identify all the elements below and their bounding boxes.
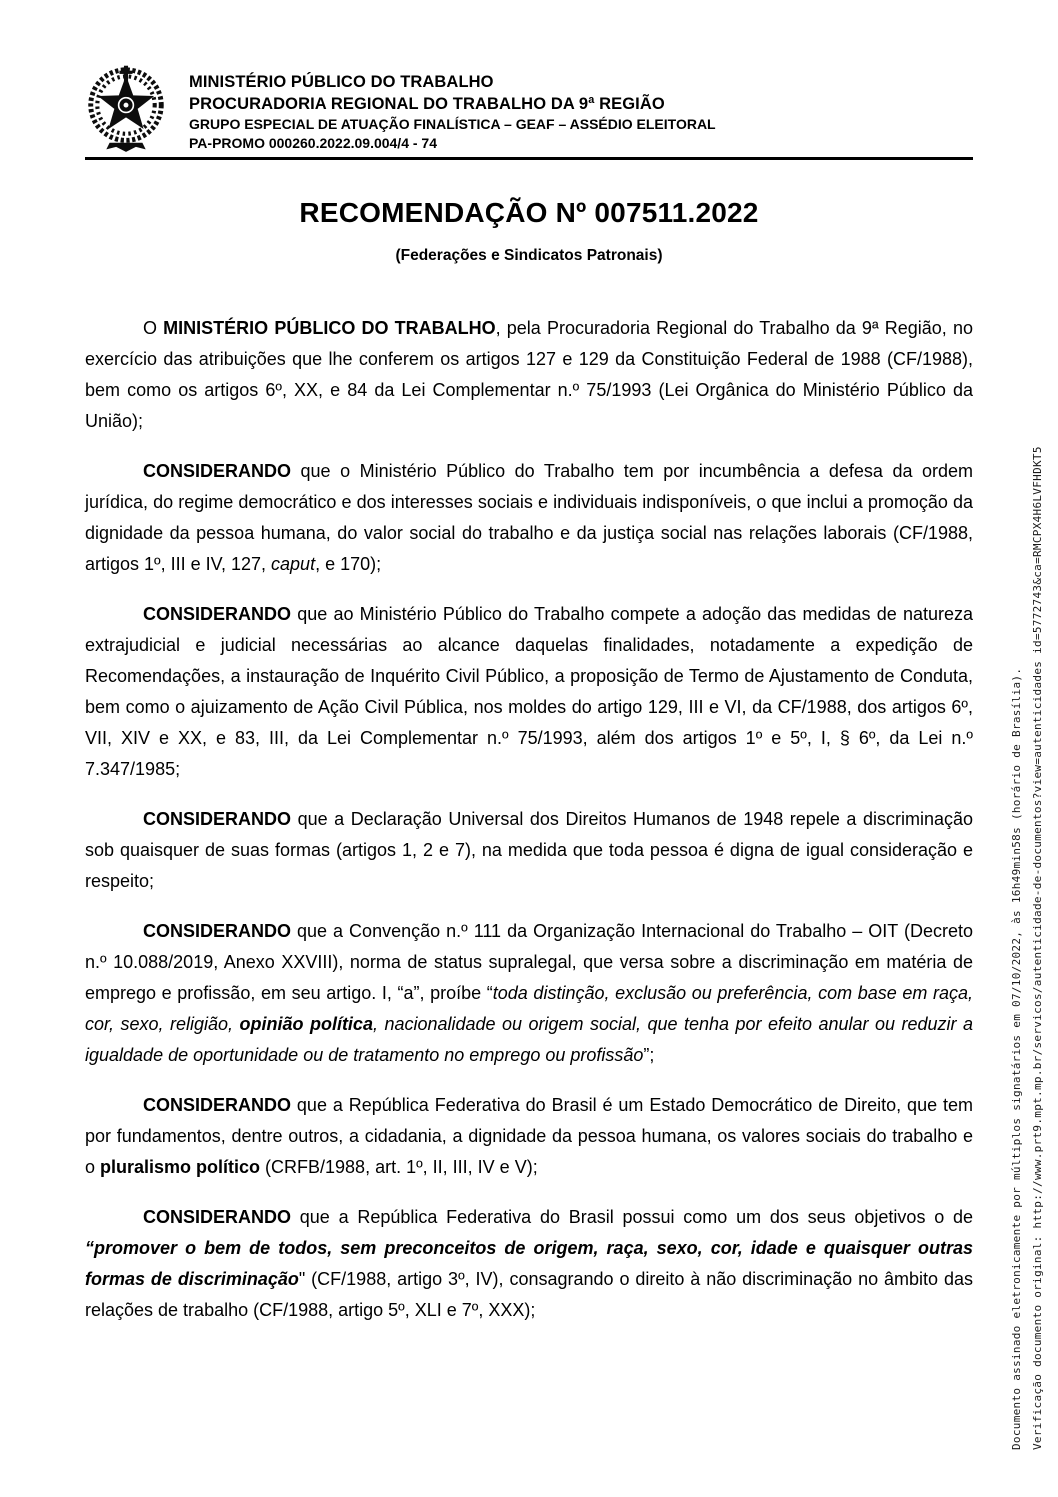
header-divider [85,157,973,160]
paragraph [85,1202,973,1326]
header-org-name: MINISTÉRIO PÚBLICO DO TRABALHO [189,73,494,91]
text-run: “promover o bem de todos, sem preconceitos de origem, raça, sexo, cor, idade e quaisquer outras formas de discriminação [85,1238,973,1289]
paragraph [85,916,973,1071]
text-run: que a Declaração Universal dos Direitos Humanos de 1948 repele a discriminação sob quaisquer de suas formas (artigos 1, 2 e 7), na medida que toda pessoa é digna de igual consideração e respeito; [85,809,973,891]
text-run: (CRFB/1988, art. 1º, II, III, IV e V); [260,1157,538,1177]
paragraph [85,599,973,785]
header-org-group: GRUPO ESPECIAL DE ATUAÇÃO FINALÍSTICA – GEAF – ASSÉDIO ELEITORAL [189,116,716,132]
text-run: que a República Federativa do Brasil possui como um dos seus objetivos o de [291,1207,973,1227]
text-run: ”; [643,1045,655,1065]
text-run: " (CF/1988, artigo 3º, IV), consagrando o direito à não discriminação no âmbito das relações de trabalho (CF/1988, artigo 5º, XLI e 7º, XXX); [85,1269,973,1320]
text-run: que a República Federativa do Brasil é um Estado Democrático de Direito, que tem por fundamentos, dentre outros, a cidadania, a dignidade da pessoa humana, os valores sociais do trabalho e o [85,1095,973,1177]
text-run: CONSIDERANDO [143,1095,292,1115]
document-body [85,313,973,1345]
brazil-coat-of-arms-icon [85,64,167,156]
text-run: que ao Ministério Público do Trabalho compete a adoção das medidas de natureza extrajudicial e judicial necessárias ao alcance daquelas finalidades, notadamente a expedição de Recomendações, a instauração de Inquérito Civil Público, a proposição de Termo de Ajustamento de Conduta, bem como o ajuizamento de Ação Civil Pública, nos moldes do artigo 129, III e VI, da CF/1988, dos artigos 6º, VII, XIV e XX, e 83, III, da Lei Complementar n.º 75/1993, além dos artigos 1º e 5º, I, § 6º, da Lei n.º 7.347/1985; [85,604,973,779]
text-run: CONSIDERANDO [143,461,292,481]
text-run: que a Convenção n.º 111 da Organização Internacional do Trabalho – OIT (Decreto n.º 10.088/2019, Anexo XXVIII), norma de status supralegal, que versa sobre a discriminação em matéria de emprego e profissão, em seu artigo. I, “a”, proíbe “ [85,921,973,1003]
verification-url-line: Verificação documento original: http://www.prt9.mpt.mp.br/servicos/autenticidade-de-documentos?view=autenticidades id=5772743&ca=RMCPX4H6LVFHDKT5 [1031,446,1044,1450]
text-run: CONSIDERANDO [143,921,292,941]
text-run: , pela Procuradoria Regional do Trabalho da 9ª Região, no exercício das atribuições que lhe conferem os artigos 127 e 129 da Constituição Federal de 1988 (CF/1988), bem como os artigos 6º, XX, e 84 da Lei Complementar n.º 75/1993 (Lei Orgânica do Ministério Público da União); [85,318,973,431]
text-run: CONSIDERANDO [143,604,292,624]
text-run: caput [271,554,316,574]
header-org-block [189,64,716,153]
text-run: toda distinção, exclusão ou preferência, com base em raça, cor, sexo, religião, [85,983,974,1034]
document-header [85,64,716,156]
header-case-number: PA-PROMO 000260.2022.09.004/4 - 74 [189,135,438,151]
paragraph [85,804,973,897]
header-org-unit: PROCURADORIA REGIONAL DO TRABALHO DA 9ª REGIÃO [189,94,665,113]
text-run: , nacionalidade ou origem social, que tenha por efeito anular ou reduzir a igualdade de oportunidade ou de tratamento no emprego ou profissão [85,1014,973,1065]
text-run: pluralismo político [100,1157,261,1177]
paragraph [85,313,973,437]
text-run: MINISTÉRIO PÚBLICO DO TRABALHO [163,318,496,338]
text-run: CONSIDERANDO [143,809,292,829]
text-run: que o Ministério Público do Trabalho tem por incumbência a defesa da ordem jurídica, do regime democrático e dos interesses sociais e individuais indisponíveis, o que inclui a promoção da dignidade da pessoa humana, do valor social do trabalho e da justiça social nas relações laborais (CF/1988, artigos 1º, III e IV, 127, [85,461,973,574]
document-subtitle: (Federações e Sindicatos Patronais) [395,247,663,264]
paragraph [85,1090,973,1183]
paragraph [85,456,973,580]
text-run: opinião política [239,1014,373,1034]
signature-note-line: Documento assinado eletronicamente por múltiplos signatários em 07/10/2022, às 16h49min58s (horário de Brasília). [1010,667,1023,1450]
text-run: O [143,318,164,338]
text-run: , e 170); [315,554,382,574]
signature-verification-note [1006,446,1052,1450]
document-title: RECOMENDAÇÃO Nº 007511.2022 [299,197,759,228]
text-run: CONSIDERANDO [143,1207,292,1227]
